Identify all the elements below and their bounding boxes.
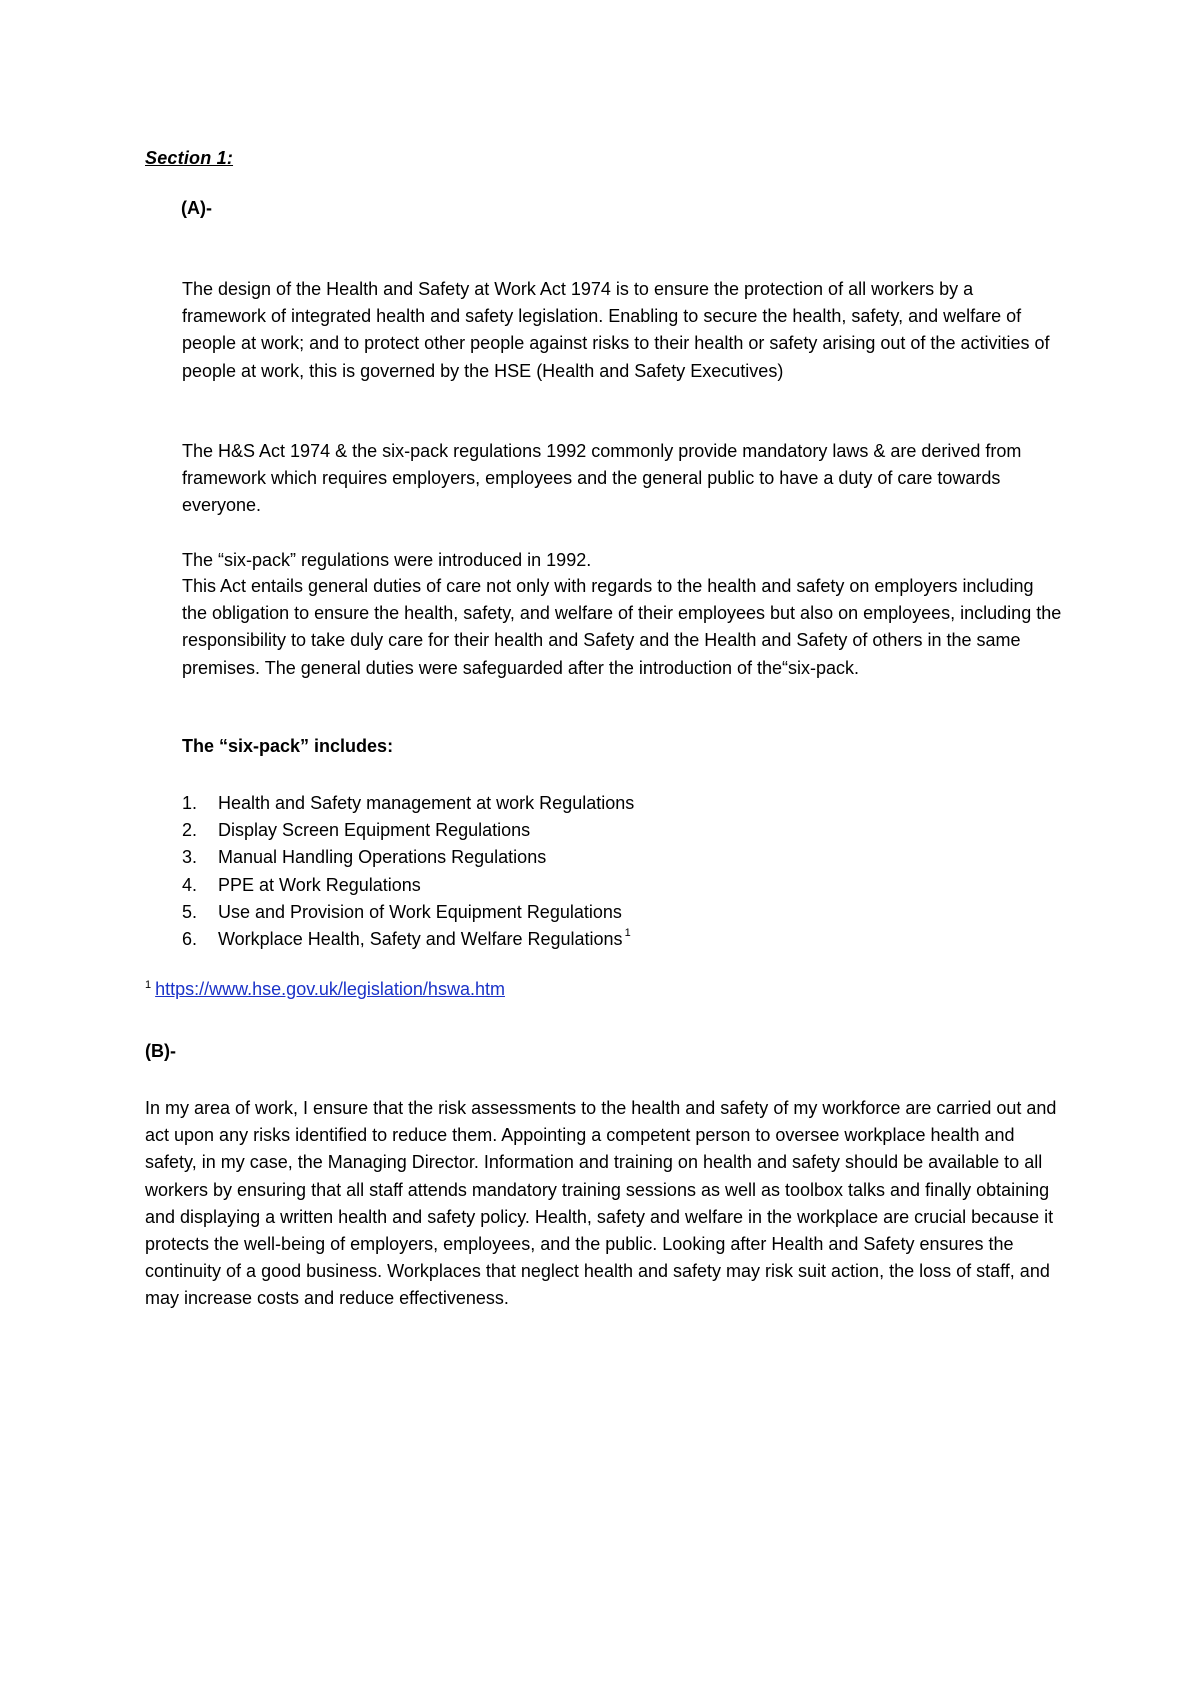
list-item [182, 899, 634, 926]
list-item-number: 6. [182, 929, 198, 950]
part-a-paragraph-3-body: This Act entails general duties of care not only with regards to the health and safety on employers including the obligation to ensure the health, safety, and welfare of their employees but also on employees, including the responsibility to take duly care for their health and Safety and the Health and Safety of others in the same premises. The general duties were safeguarded after the introduction of the“six-pack. [182, 576, 1062, 678]
regulations-list [182, 790, 634, 953]
list-item-number: 4. [182, 874, 198, 895]
list-item-text: Workplace Health, Safety and Welfare Regulations [218, 929, 623, 950]
list-item-number: 3. [182, 847, 198, 868]
list-item-text: Display Screen Equipment Regulations [218, 820, 531, 841]
footnote-link[interactable]: https://www.hse.gov.uk/legislation/hswa.htm [155, 979, 505, 999]
list-item-number: 2. [182, 820, 198, 841]
six-pack-includes-heading: The “six-pack” includes: [182, 736, 394, 756]
part-b-paragraph-1: In my area of work, I ensure that the risk assessments to the health and safety of my workforce are carried out and act upon any risks identified to reduce them. Appointing a competent person to oversee workplace health and safety, in my case, the Managing Director. Information and training on health and safety should be available to all workers by ensuring that all staff attends mandatory training sessions as well as toolbox talks and finally obtaining and displaying a written health and safety policy. Health, safety and welfare in the workplace are crucial because it protects the well-being of employers, employees, and the public. Looking after Health and Safety ensures the continuity of a good business. Workplaces that neglect health and safety may risk suit action, the loss of staff, and may increase costs and reduce effectiveness. [145, 1098, 1057, 1309]
list-item [182, 872, 634, 899]
list-item [182, 790, 634, 817]
list-item-text: Health and Safety management at work Regulations [218, 793, 635, 813]
list-item [182, 817, 634, 844]
list-item [182, 926, 634, 953]
footnote-marker: 1 [145, 979, 152, 991]
section-title: Section 1: [145, 148, 234, 168]
list-item-text: Use and Provision of Work Equipment Regulations [218, 901, 622, 922]
part-a-paragraph-2: The H&S Act 1974 & the six-pack regulations 1992 commonly provide mandatory laws & are derived from framework which requires employers, employees and the general public to have a duty of care towards everyone. [182, 441, 1022, 516]
part-a-paragraph-3-first-line: The “six-pack” regulations were introduced in 1992. [182, 550, 592, 570]
part-b-heading: (B)- [145, 1041, 176, 1061]
list-item-text: PPE at Work Regulations [218, 874, 421, 895]
list-item-text: Manual Handling Operations Regulations [218, 847, 547, 868]
list-item-number: 5. [182, 901, 198, 922]
part-a-heading: (A)- [181, 198, 212, 218]
list-item [182, 844, 634, 871]
list-item-number: 1. [182, 793, 198, 813]
footnote-reference[interactable]: 1 [624, 927, 631, 940]
part-a-paragraph-1: The design of the Health and Safety at Work Act 1974 is to ensure the protection of all workers by a framework of integrated health and safety legislation. Enabling to secure the health, safety, and welfare of people at work; and to protect other people against risks to their health or safety arising out of the activities of people at work, this is governed by the HSE (Health and Safety Executives) [182, 279, 1050, 381]
footnote [145, 979, 505, 1000]
